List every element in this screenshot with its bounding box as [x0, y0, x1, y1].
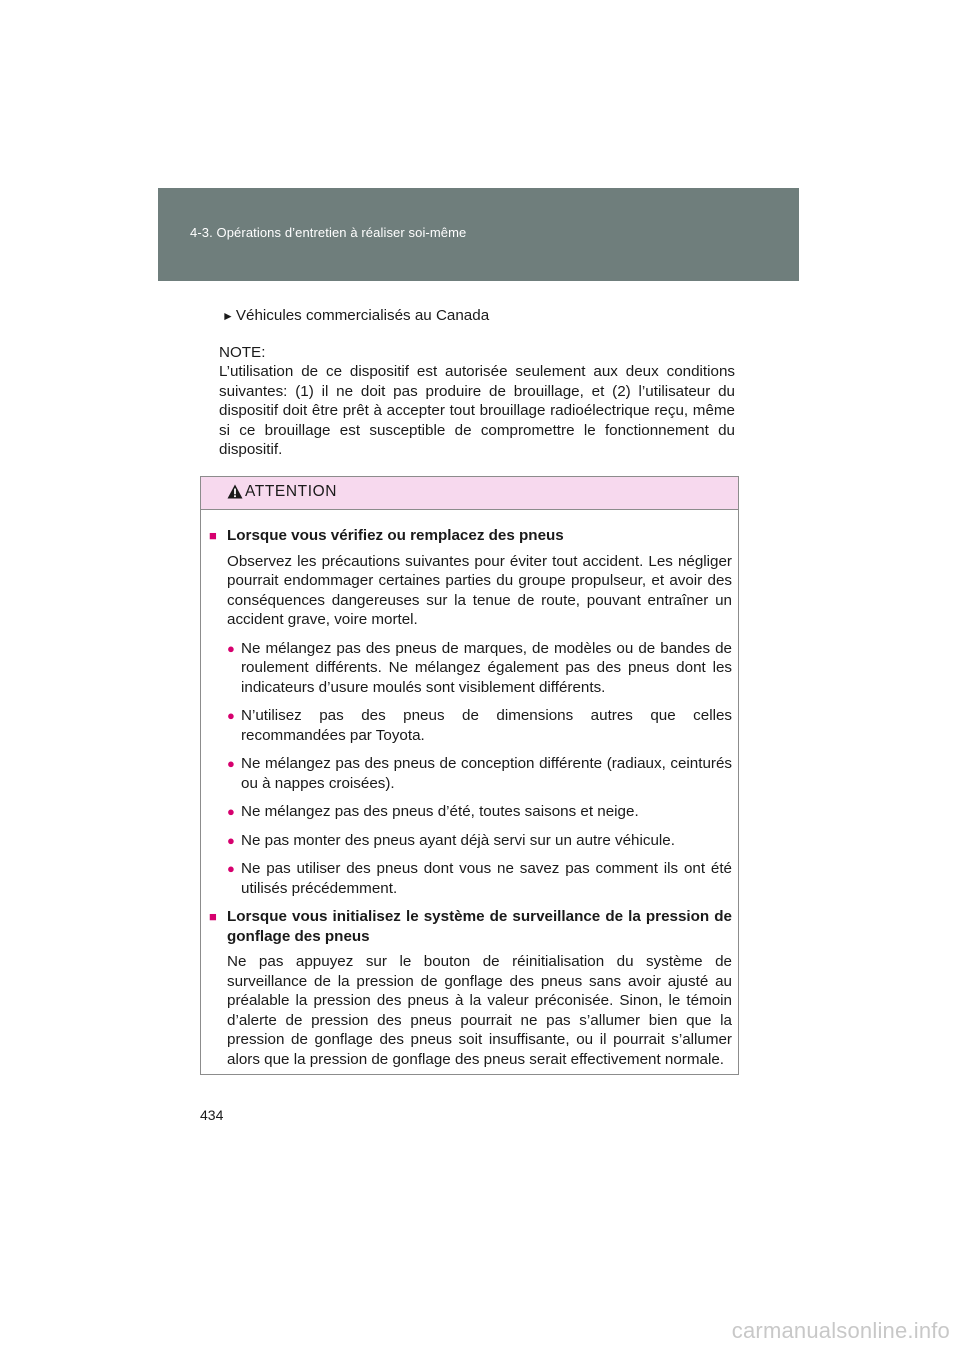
attention-body [201, 510, 738, 1069]
list-item [227, 802, 732, 822]
round-bullet-icon: ● [227, 861, 235, 876]
round-bullet-icon: ● [227, 640, 235, 656]
section-heading [209, 907, 732, 946]
note-label: NOTE: [219, 343, 266, 361]
list-item-text: Ne mélangez pas des pneus d’été, toutes saisons et neige. [241, 803, 639, 820]
square-bullet-icon: ■ [209, 528, 217, 543]
round-bullet-icon: ● [227, 756, 235, 771]
note-text: L’utilisation de ce dispositif est autorisée seulement aux deux conditions suivantes: (1) il ne doit pas produire de brouillage, et (2) l’utilisateur du dispositif doit être prêt à accepter tout brouillage radioélectrique reçu, même si ce brouillage est susceptible de compromettre le fonctionnement du dispositif. [219, 363, 735, 458]
list-item [227, 706, 732, 745]
list-item-text: Ne mélangez pas des pneus de marques, de modèles ou de bandes de roulement différents. Ne mélangez également pas des pneus dont les indicateurs d’usure moulés sont visiblement différents. [241, 639, 732, 696]
round-bullet-icon: ● [227, 832, 235, 848]
attention-header [201, 477, 738, 510]
right-arrow-icon: ► [222, 309, 234, 323]
section-paragraph: Ne pas appuyez sur le bouton de réinitialisation du système de surveillance de la pression de gonflage des pneus sans avoir ajusté au préalable la pression des pneus à la valeur préconisée. Sinon, le témoin d’alerte de pression des pneus pourrait ne pas s’allumer bien que la pression de gonflage des pneus soit insuffisante, ou il pourrait s’allumer alors que la pression de gonflage des pneus serait effectivement normale. [227, 953, 732, 1068]
list-item-text: Ne pas monter des pneus ayant déjà servi sur un autre véhicule. [241, 831, 675, 849]
section-title: 4-3. Opérations d’entretien à réaliser soi-même [190, 225, 467, 240]
market-marker [219, 306, 735, 327]
warning-triangle-icon [227, 484, 243, 504]
list-item-text: N’utilisez pas des pneus de dimensions autres que celles recommandées par Toyota. [241, 707, 732, 744]
intro-block [219, 306, 735, 460]
section-heading-text: Lorsque vous vérifiez ou remplacez des pneus [227, 527, 564, 544]
round-bullet-icon: ● [227, 708, 235, 723]
section-heading-text: Lorsque vous initialisez le système de surveillance de la pression de gonflage des pneus [227, 908, 732, 945]
list-item-text: Ne mélangez pas des pneus de conception différente (radiaux, ceinturés ou à nappes croisées). [241, 755, 732, 792]
watermark: carmanualsonline.info [731, 1318, 950, 1343]
section-heading [209, 526, 732, 546]
list-item [227, 831, 732, 851]
list-item-text: Ne pas utiliser des pneus dont vous ne savez pas comment ils ont été utilisés précédemment. [241, 860, 732, 897]
attention-box [200, 476, 739, 1075]
list-item [227, 754, 732, 793]
market-label: Véhicules commercialisés au Canada [235, 307, 490, 324]
section-paragraph: Observez les précautions suivantes pour éviter tout accident. Les négliger pourrait endommager certaines parties du groupe propulseur, et avoir des conséquences dangereuses sur la tenue de route, pouvant entraîner un accident grave, voire mortel. [227, 552, 732, 628]
round-bullet-icon: ● [227, 804, 235, 819]
page-number: 434 [200, 1107, 224, 1123]
square-bullet-icon: ■ [209, 909, 217, 924]
section-header-band [158, 188, 799, 281]
attention-title: ATTENTION [245, 483, 338, 500]
list-item [227, 639, 732, 698]
list-item [227, 859, 732, 898]
